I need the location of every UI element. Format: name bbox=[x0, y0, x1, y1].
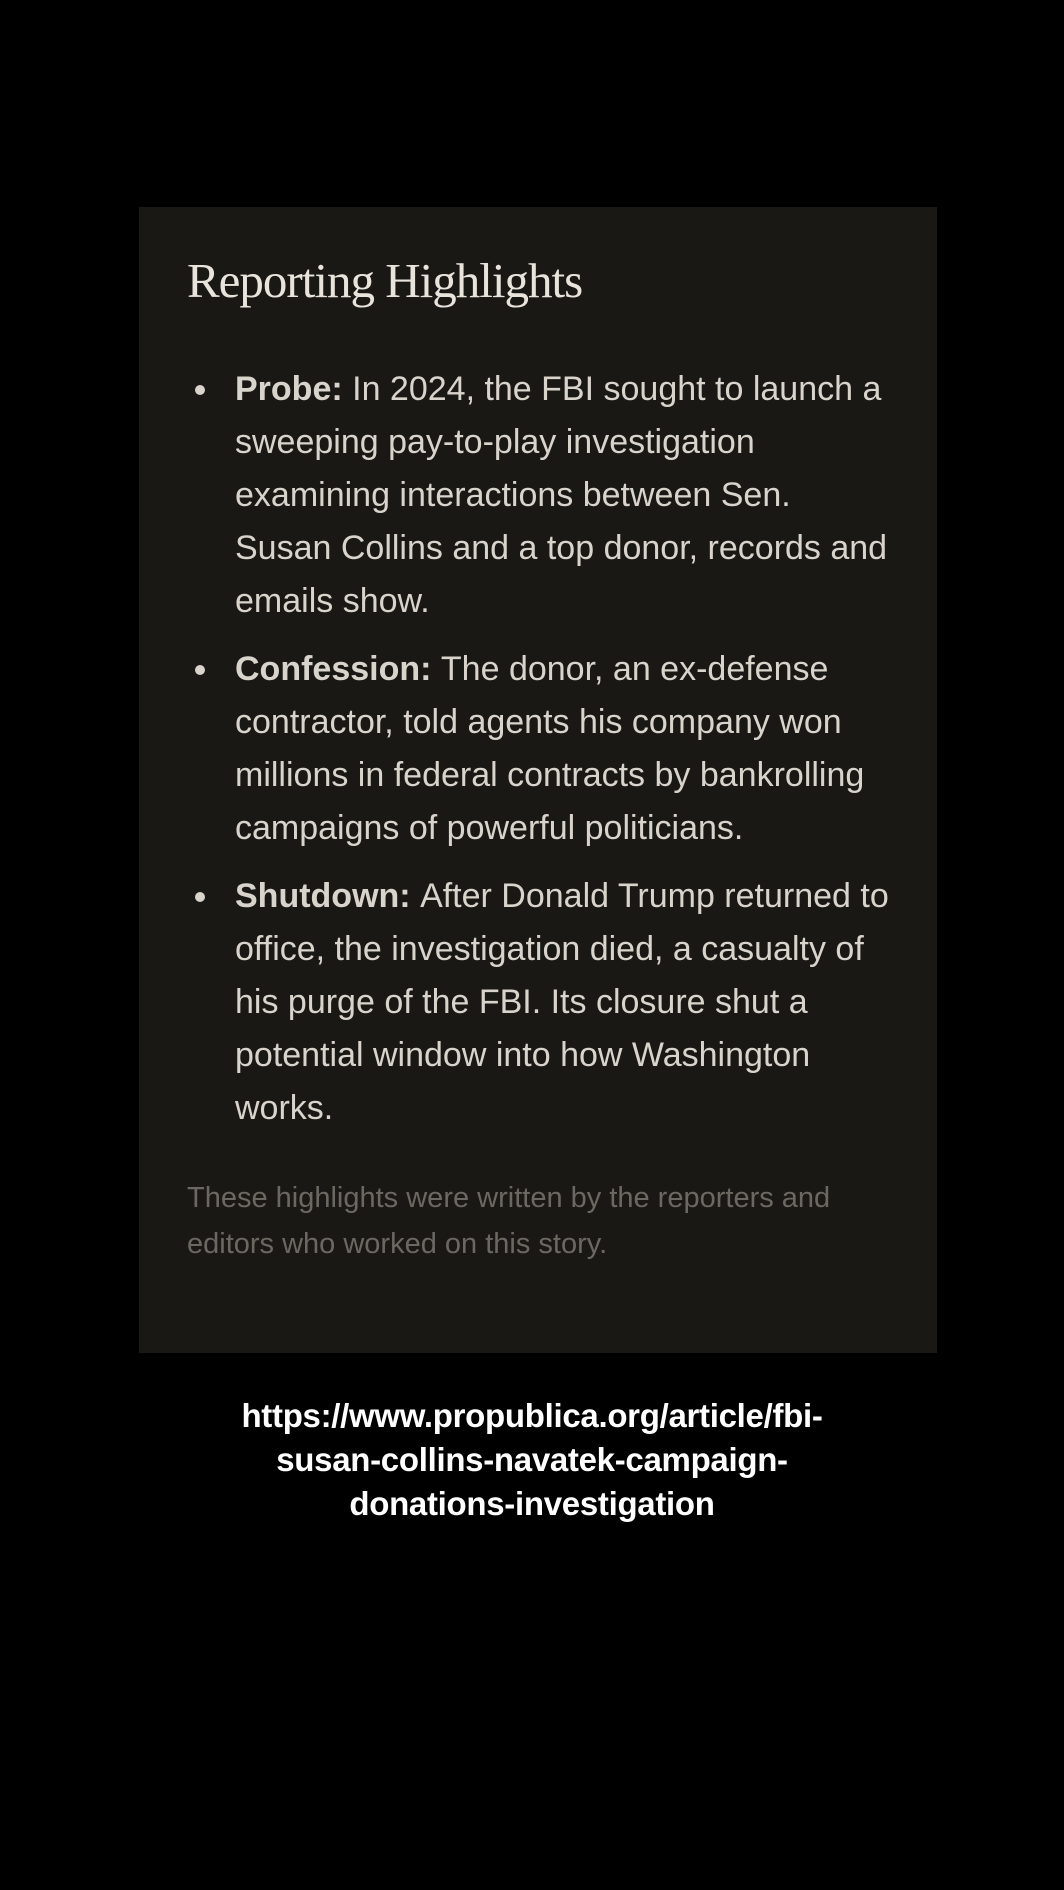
highlight-item-probe bbox=[187, 363, 889, 628]
bullet-icon bbox=[195, 385, 205, 395]
highlight-text: After Donald Trump returned to office, the investigation died, a casualty of his purge of the FBI. Its closure shut a potential window into how Washington works. bbox=[235, 877, 889, 1127]
reporting-highlights-card bbox=[139, 207, 937, 1353]
highlight-item-confession bbox=[187, 643, 889, 855]
highlights-list bbox=[187, 363, 889, 1135]
source-url-line: donations-investigation bbox=[349, 1485, 715, 1522]
highlights-footnote: These highlights were written by the reporters and editors who worked on this story. bbox=[187, 1182, 831, 1260]
highlight-item-shutdown bbox=[187, 870, 889, 1135]
source-url-line: https://www.propublica.org/article/fbi- bbox=[241, 1397, 823, 1434]
source-url[interactable] bbox=[139, 1394, 925, 1526]
bullet-icon bbox=[195, 665, 205, 675]
highlight-label: Confession: bbox=[235, 650, 441, 688]
bullet-icon bbox=[195, 892, 205, 902]
highlight-text: The donor, an ex-defense contractor, told agents his company won millions in federal contracts by bankrolling campaigns of powerful politicians. bbox=[235, 650, 865, 847]
highlight-text: In 2024, the FBI sought to launch a sweeping pay-to-play investigation examining interactions between Sen. Susan Collins and a top donor, records and emails show. bbox=[235, 370, 888, 620]
highlight-label: Shutdown: bbox=[235, 877, 421, 915]
card-title: Reporting Highlights bbox=[187, 253, 583, 308]
source-url-line: susan-collins-navatek-campaign- bbox=[276, 1441, 788, 1478]
highlight-label: Probe: bbox=[235, 370, 353, 408]
